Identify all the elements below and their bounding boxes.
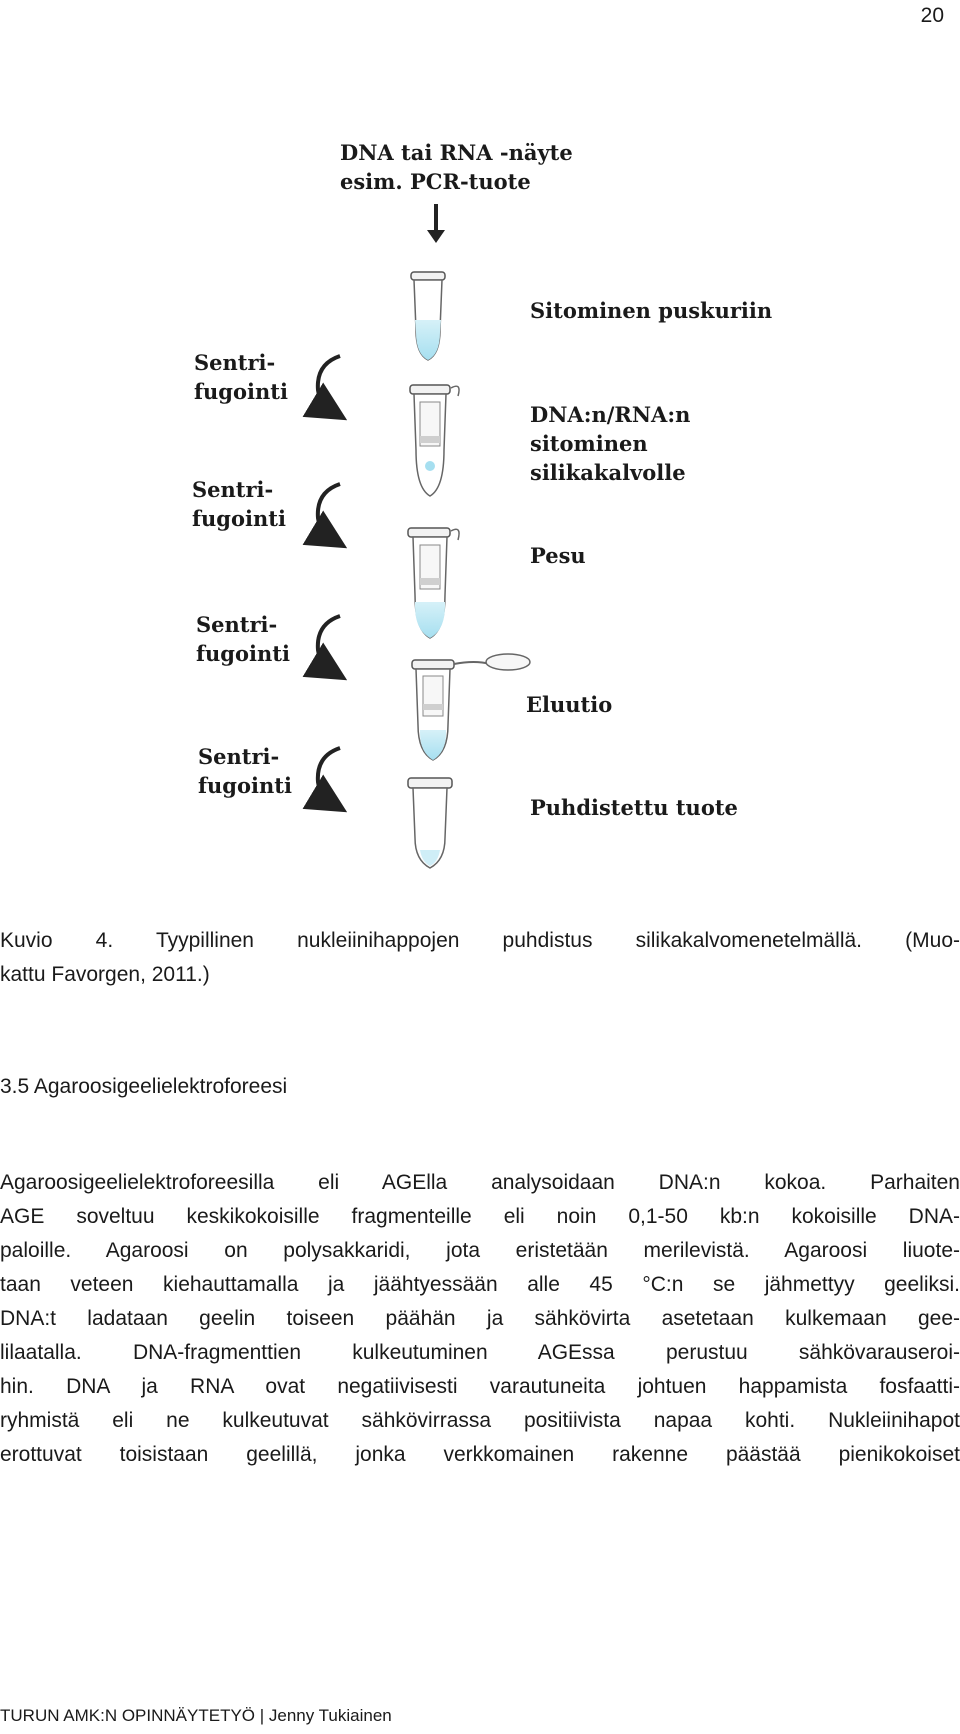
step-label-membrane-3: silikakalvolle [530, 460, 686, 485]
paragraph-line: taan veteen kiehauttamalla ja jäähtyessään alle 45 °C:n se jähmettyy geeliksi. [0, 1273, 960, 1296]
curved-arrow-icon [318, 484, 340, 538]
page-number: 20 [920, 4, 944, 27]
centrifuge-label-1a: Sentri- [194, 350, 276, 375]
centrifuge-label-3b: fugointi [196, 641, 290, 666]
curved-arrow-icon [318, 748, 340, 802]
tube-membrane [410, 385, 459, 496]
caption-line: kattu Favorgen, 2011.) [0, 963, 210, 986]
paragraph-line: DNA:t ladataan geelin toiseen päähän ja sähkövirta asetetaan kulkemaan gee- [0, 1307, 960, 1330]
step-label-elution: Eluutio [526, 692, 613, 717]
step-label-product: Puhdistettu tuote [530, 795, 738, 820]
body-paragraph [0, 1166, 960, 1472]
curved-arrow-icon [318, 616, 340, 670]
centrifuge-label-4a: Sentri- [198, 744, 280, 769]
step-label-binding: Sitominen puskuriin [530, 298, 773, 323]
centrifuge-label-3a: Sentri- [196, 612, 278, 637]
section-heading [0, 1070, 960, 1104]
figure-title-line-2: esim. PCR-tuote [340, 169, 531, 194]
figure-caption [0, 924, 960, 992]
tube-wash [408, 528, 459, 638]
centrifuge-label-4b: fugointi [198, 773, 292, 798]
paragraph-line: erottuvat toisistaan geelillä, jonka verkkomainen rakenne päästää pienikokoiset [0, 1443, 960, 1466]
tube-product [408, 778, 452, 868]
step-label-wash: Pesu [530, 543, 586, 568]
curved-arrow-icon [318, 356, 340, 410]
figure-title-line-1: DNA tai RNA -näyte [340, 140, 573, 165]
caption-line: Kuvio 4. Tyypillinen nukleiinihappojen puhdistus silikakalvomenetelmällä. (Muo- [0, 929, 960, 952]
step-label-membrane-2: sitominen [530, 431, 648, 456]
page-footer: TURUN AMK:N OPINNÄYTETYÖ | Jenny Tukiainen [0, 1706, 392, 1725]
tube-binding [411, 272, 445, 360]
paragraph-line: ryhmistä eli ne kulkeutuvat sähkövirrassa positiivista napaa kohti. Nukleiinihapot [0, 1409, 960, 1432]
centrifuge-label-2a: Sentri- [192, 477, 274, 502]
step-label-membrane-1: DNA:n/RNA:n [530, 402, 691, 427]
section-heading-text: 3.5 Agaroosigeelielektroforeesi [0, 1075, 288, 1098]
paragraph-line: AGE soveltuu keskikokoisille fragmenteille eli noin 0,1-50 kb:n kokoisille DNA- [0, 1205, 960, 1228]
centrifuge-label-2b: fugointi [192, 506, 286, 531]
paragraph-line: Agaroosigeelielektroforeesilla eli AGElla analysoidaan DNA:n kokoa. Parhaiten [0, 1171, 960, 1194]
tube-elution [412, 654, 530, 760]
paragraph-line: paloille. Agaroosi on polysakkaridi, jota eristetään merilevistä. Agaroosi liuote- [0, 1239, 960, 1262]
paragraph-line: lilaatalla. DNA-fragmenttien kulkeutuminen AGEssa perustuu sähkövarauseroi- [0, 1341, 960, 1364]
centrifuge-label-1b: fugointi [194, 379, 288, 404]
paragraph-line: hin. DNA ja RNA ovat negatiivisesti varautuneita johtuen happamista fosfaatti- [0, 1375, 960, 1398]
down-arrow-icon [427, 204, 445, 243]
